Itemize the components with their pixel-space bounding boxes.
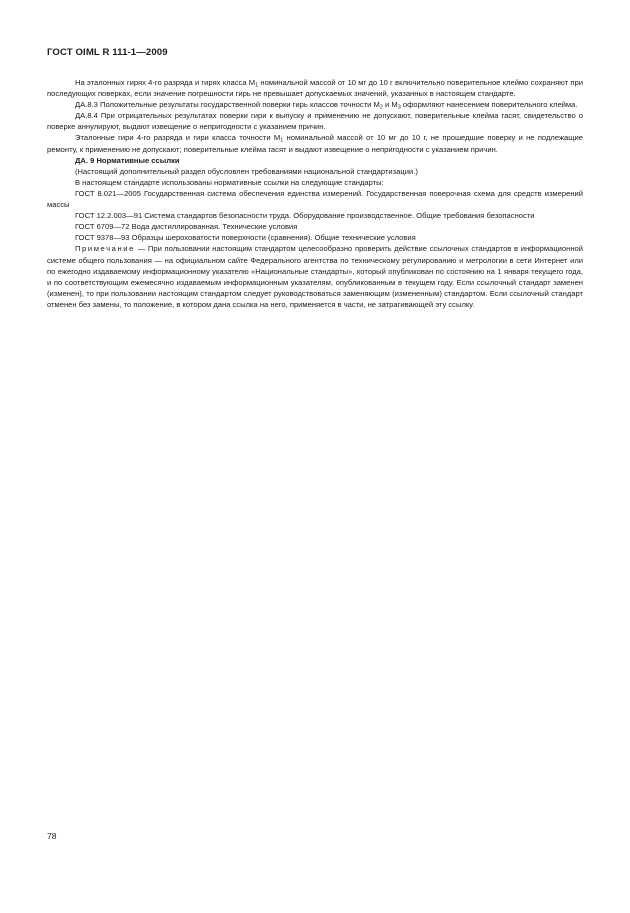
paragraph-da-8-4: ДА.8.4 При отрицательных результатах поверки гири к выпуску и применению не допускают, поверительные клейма гасят, свидетельство о поверке аннулируют, выдают извещение о непригодности с указанием причин.: [47, 111, 583, 132]
paragraph-reference-weights: Эталонные гири 4-го разряда и гири класса точности $М_1$ номинальной массой от 10 мг до 10 г, не прошедшие поверку и не подлежащие ремонту, к применению не допускают; поверительные клейма гасят и выдают извещение о непригодности с указанием причин.: [47, 133, 583, 154]
reference-gost-12-2-003: ГОСТ 12.2.003—91 Система стандартов безопасности труда. Оборудование производственное. Общие требования безопасности: [75, 211, 535, 221]
paragraph-references-intro: В настоящем стандарте использованы нормативные ссылки на следующие стандарты:: [75, 177, 384, 187]
section-heading-da-9: ДА. 9 Нормативные ссылки: [75, 155, 180, 165]
note-text: — При пользовании настоящим стандартом целесообразно проверить действие ссылочных стандартов в информационной системе общего пользования — на официальном сайте Федерального агентства по техническому регулированию и метрологии в сети Интернет или по ежегодно издаваемому информационному указателю «Национальные стандарты», который опубликован по состоянию на 1 января текущего года, и по соответствующим ежемесячно издаваемым информационным указателям, опубликованным в текущем году. Если ссылочный стандарт заменен (изменен), то при пользовании настоящим стандартом следует руководствоваться заменяющим (измененным) стандартом. Если ссылочный стандарт отменен без замены, то положение, в котором дана ссылка на него, применяется в части, не затрагивающей эту ссылку.: [47, 244, 583, 309]
page-number: 78: [47, 831, 57, 841]
document-header: ГОСТ OIML R 111-1—2009: [47, 47, 168, 58]
paragraph-section-note: (Настоящий дополнительный раздел обусловлен требованиями национальной стандартизации.): [75, 166, 418, 176]
paragraph-da-8-3: ДА.8.3 Положительные результаты государственной поверки гирь классов точности $М_2$ и $М_3$ оформляют нанесением поверительного клейма.: [75, 100, 578, 111]
document-body: [47, 77, 583, 310]
note-paragraph: [47, 243, 583, 310]
reference-gost-9378: ГОСТ 9378—93 Образцы шероховатости поверхности (сравнения). Общие технические условия: [75, 233, 416, 243]
reference-gost-6709: ГОСТ 6709—72 Вода дистиллированная. Технические условия: [75, 222, 298, 232]
reference-gost-8-021: ГОСТ 8.021—2005 Государственная система обеспечения единства измерений. Государственная поверочная схема для средств измерений массы: [47, 188, 583, 210]
paragraph-verification-mark: На эталонных гирях 4-го разряда и гирях класса $М_1$ номинальной массой от 10 мг до 10 г включительно поверительное клеймо сохраняют при последующих поверках, если значение погрешности гирь не превышает допускаемых значений, указанных в настоящем стандарте.: [47, 78, 583, 99]
note-label: Примечание: [75, 244, 135, 254]
